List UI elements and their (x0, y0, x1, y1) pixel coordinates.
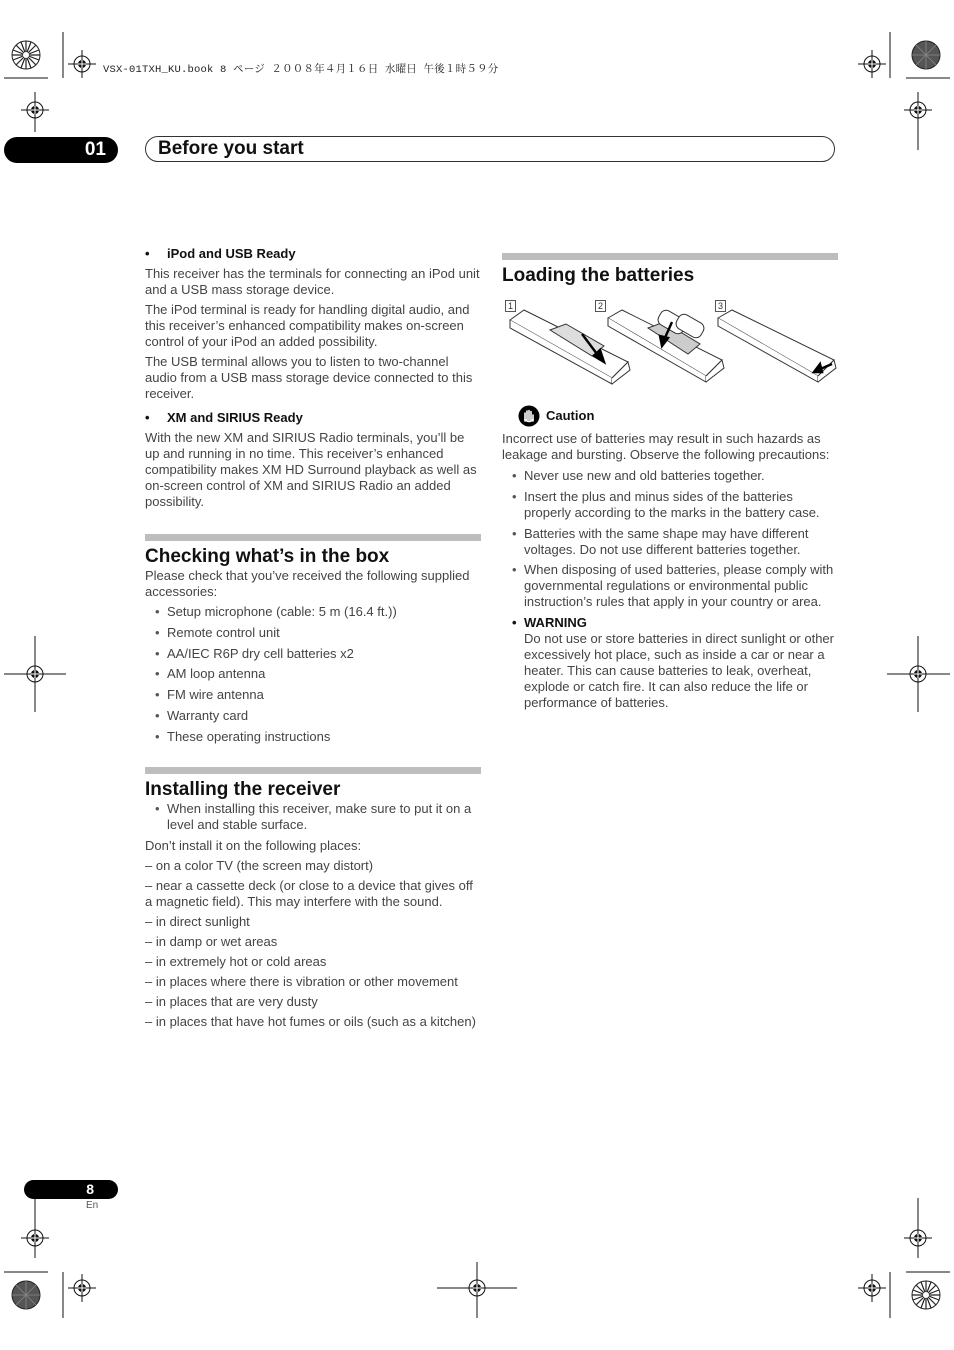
list-item: • Warranty card (145, 708, 481, 724)
install-place: – in places that are very dusty (145, 993, 318, 1009)
chapter-title: Before you start (145, 136, 835, 162)
install-section-title: Installing the receiver (145, 778, 341, 800)
caution-intro: Incorrect use of batteries may result in such hazards as leakage and bursting. Observe the following precautions: (502, 431, 830, 462)
left-column (145, 246, 481, 1034)
xm-paragraph: With the new XM and SIRIUS Radio terminals, you’ll be up and running in no time. This receiver’s enhanced compatibility makes XM HD Surround playback as well as on-screen control of XM and SIRIUS Radio an added possibility. (145, 430, 477, 509)
install-place: – in direct sunlight (145, 913, 250, 929)
page-language: En (86, 1200, 99, 1211)
ipod-heading: iPod and USB Ready (167, 246, 296, 261)
caution-list (502, 468, 838, 610)
battery-loading-illustration (500, 298, 840, 388)
caution-hand-icon (518, 405, 540, 427)
install-place: – on a color TV (the screen may distort) (145, 857, 374, 873)
box-intro: Please check that you’ve received the following supplied accessories: (145, 568, 470, 599)
list-item: • Setup microphone (cable: 5 m (16.4 ft.)) (145, 604, 481, 620)
page-number: 8 (24, 1180, 118, 1199)
print-header: VSX-01TXH_KU.book 8 ページ ２００８年４月１６日 水曜日 午後１時５９分 (103, 64, 499, 76)
warning-text: Do not use or store batteries in direct sunlight or other excessively hot place, such as inside a car or near a heater. This can cause batteries to leak, overheat, explode or catch fire. It can also reduce the life or performance of batteries. (524, 631, 834, 711)
caution-label: Caution (546, 408, 595, 423)
caution-block (502, 431, 838, 711)
box-section-title: Checking what’s in the box (145, 546, 390, 567)
bullet-icon: • (145, 410, 150, 425)
section-divider (502, 253, 838, 260)
step-number: 3 (715, 300, 726, 312)
list-item: • When disposing of used batteries, please comply with governmental regulations or environmental public instruction’s rules that apply in your country or area. (502, 562, 838, 610)
list-item: • FM wire antenna (145, 687, 481, 703)
ipod-paragraph: The iPod terminal is ready for handling digital audio, and this receiver’s enhanced compatibility makes on-screen control of your iPod an added possibility. (145, 302, 470, 349)
ipod-paragraph: This receiver has the terminals for connecting an iPod unit and a USB mass storage device. (145, 266, 480, 297)
section-divider (145, 534, 481, 541)
install-place: – in places where there is vibration or other movement (145, 973, 458, 989)
list-item: • Batteries with the same shape may have different voltages. Do not use different batteries together. (502, 526, 838, 558)
ipod-paragraph: The USB terminal allows you to listen to two-channel audio from a USB mass storage device connected to this receiver. (145, 354, 473, 401)
list-item: • Never use new and old batteries together. (502, 468, 838, 484)
install-place: – in damp or wet areas (145, 933, 278, 949)
bullet-icon: • (145, 246, 150, 261)
right-column (502, 253, 838, 287)
list-item: • These operating instructions (145, 729, 481, 745)
chapter-number: 01 (4, 137, 118, 163)
bullet-icon: • (512, 615, 517, 631)
accessory-list (145, 604, 481, 745)
batteries-section-title: Loading the batteries (502, 265, 695, 286)
xm-heading: XM and SIRIUS Ready (167, 410, 303, 425)
install-intro: Don’t install it on the following places: (145, 837, 362, 853)
list-item: • AM loop antenna (145, 666, 481, 682)
step-number: 2 (595, 300, 606, 312)
list-item: • Insert the plus and minus sides of the batteries properly according to the marks in the battery case. (502, 489, 838, 521)
install-place: – in extremely hot or cold areas (145, 953, 327, 969)
list-item: • Remote control unit (145, 625, 481, 641)
section-divider (145, 767, 481, 774)
install-place: – near a cassette deck (or close to a device that gives off a magnetic field). This may interfere with the sound. (145, 877, 473, 909)
step-number: 1 (505, 300, 516, 312)
warning-label: WARNING (524, 615, 587, 631)
install-place: – in places that have hot fumes or oils (such as a kitchen) (145, 1013, 476, 1029)
install-bullet: • When installing this receiver, make sure to put it on a level and stable surface. (145, 801, 481, 833)
list-item: • AA/IEC R6P dry cell batteries x2 (145, 646, 481, 662)
